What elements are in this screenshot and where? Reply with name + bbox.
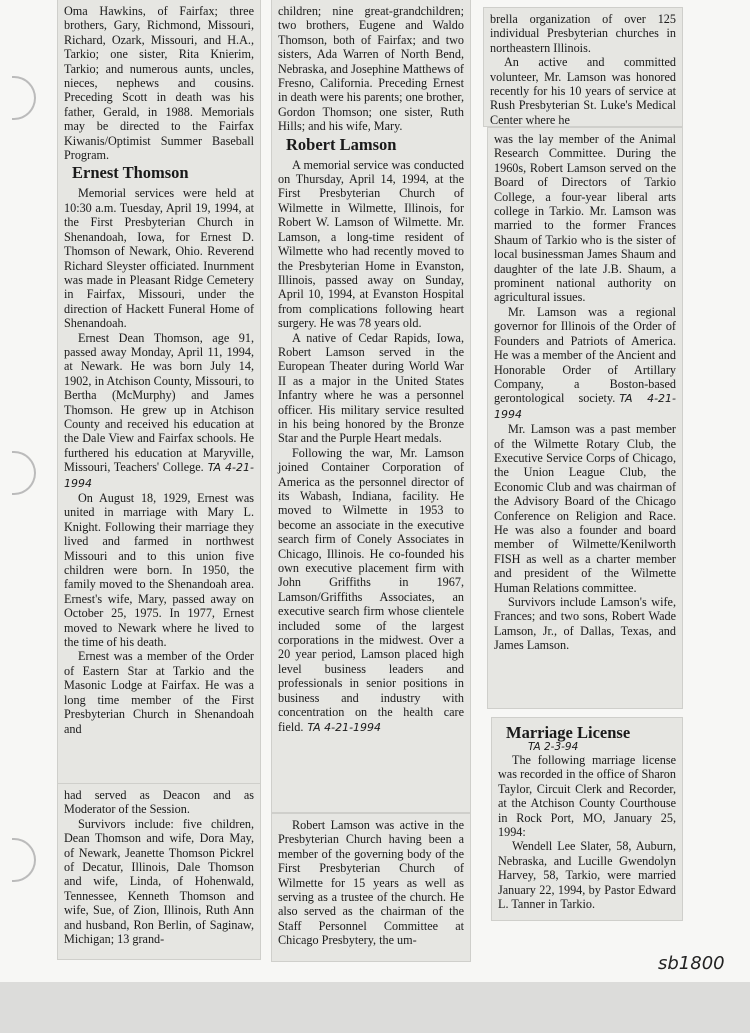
obituary-paragraph: Ernest was a member of the Order of Eastern Star at Tarkio and the Masonic Lodge at Fairfax. He was a long time member of the First Presbyterian Church in Shenandoah and [64, 649, 254, 736]
punch-hole-middle [12, 451, 36, 495]
obituary-paragraph: Memorial services were held at 10:30 a.m. Tuesday, April 19, 1994, at the First Presbyterian Church in Shenandoah, Iowa, for Ernest D. Thomson of Newark, Ohio. Reverend Richard Sleyster officiated. Inurnment was made in Pleasant Ridge Cemetery in Fairfax, Missouri, under the direction of Hackett Funeral Home of Shenandoah. [64, 186, 254, 331]
obituary-continuation-text: Oma Hawkins, of Fairfax; three brothers, Gary, Richmond, Missouri, Richard, Ozark, Missouri, and H.A., Tarkio; one sister, Rita Knierim, Tarkio; and numerous aunts, uncles, nieces, nephews and cousins. Preceding Scott in death was his father, Gerald, in 1988. Memorials may be directed to the Fairfax Kiwanis/Optimist Summer Baseball Program. [64, 4, 254, 163]
obituary-paragraph: had served as Deacon and as Moderator of the Session. [64, 788, 254, 817]
clipping-ernest-thomson [58, 0, 260, 783]
obituary-paragraph: was the lay member of the Animal Research Committee. During the 1960s, Robert Lamson served on the Board of Directors of Tarkio College, a four-year liberal arts college in Tarkio. Mr. Lamson was married to the former Frances Shaum of Tarkio who is the sister of local businessman James Shaum and daughter of the late J.B. Shaum, a prominent national authority on agricultural issues. [494, 132, 676, 305]
obituary-paragraph: Robert Lamson was active in the Presbyterian Church having been a member of the governing body of the First Presbyterian Church of Wilmette for 15 years as well as serving as a trustee of the church. He also served as the chairman of the Staff Personnel Committee at Chicago Presbytery, the um- [278, 818, 464, 948]
obituary-paragraph: Mr. Lamson was a past member of the Wilmette Rotary Club, the Executive Service Corps of Chicago, the Union League Club, the Economic Club and was chairman of the Advisory Board of the Chicago Conference on Religion and Race. He was also a founder and board member of Wilmette/Kenilworth FISH as well as a charter member and president of the Wilmette Human Relations committee. [494, 422, 676, 595]
obituary-paragraph: A memorial service was conducted on Thursday, April 14, 1994, at the First Presbyterian Church of Wilmette in Wilmette, Illinois, for Robert W. Lamson of Wilmette. Mr. Lamson, a long-time resident of Wilmette who had recently moved to the Presbyterian Home in Evanston, Illinois, passed away on Sunday, April 10, 1994, at Evanston Hospital from complications following heart surgery. He was 78 years old. [278, 157, 464, 331]
punch-hole-top [12, 76, 36, 120]
clipping-robert-lamson [272, 0, 470, 812]
handwritten-serial-number: sb1800 [658, 953, 725, 974]
obituary-paragraph: A native of Cedar Rapids, Iowa, Robert Lamson served in the European Theater during World War II as a major in the United States Infantry where he was a personnel officer. His military service resulted in his being honored by the Bronze Star and the Purple Heart medals. [278, 330, 464, 446]
obituary-paragraph: An active and committed volunteer, Mr. Lamson was honored recently for his 10 years of service at Rush Presbyterian St. Luke's Medical Center where he [490, 55, 676, 126]
handwritten-note: TA 2-3-94 [528, 741, 579, 753]
scan-background [0, 982, 750, 1033]
obituary-paragraph: brella organization of over 125 individual Presbyterian churches in northeastern Illinois. [490, 12, 676, 55]
obituary-paragraph: Survivors include: five children, Dean Thomson and wife, Dora May, of Newark, Jeanette Thomson Pickrel of Decatur, Illinois, Dale Thomson and wife, Linda, of Hohenwald, Tennessee, Kenneth Thomson and wife, Sue, of Zion, Illinois, Ruth Ann and husband, Ron Berlin, of Saginaw, Michigan; 13 grand- [64, 816, 254, 947]
handwritten-note: TA 4-21-1994 [494, 392, 677, 421]
obituary-paragraph [64, 331, 254, 491]
handwritten-note: TA 4-21-1994 [307, 720, 382, 734]
obituary-text: Following the war, Mr. Lamson joined Container Corporation of America as the personnel director of its Wabash, Indiana, facility. He moved to Wilmette in 1953 to become an associate in the executive search firm of Conely Associates in Chicago, Illinois. He co-founded his own executive placement firm with John Griffiths in 1967, Lamson/Griffiths Associates, an executive search firm whose clientele included some of the largest corporations in the midwest. Over a 20 year period, Lamson placed high level business leaders and professionals in senior positions in business and industry with concentration on the health care field. [278, 445, 464, 734]
clipping-lamson-column3-middle [488, 128, 682, 708]
obituary-paragraph: Survivors include Lamson's wife, Frances; and two sons, Robert Wade Lamson, Jr., of Dallas, Texas, and James Lamson. [494, 595, 676, 653]
clipping-lamson-column3-top [484, 8, 682, 126]
clipping-robert-lamson-continued [272, 814, 470, 961]
punch-hole-bottom [12, 838, 36, 882]
license-paragraph: Wendell Lee Slater, 58, Auburn, Nebraska, and Lucille Gwendolyn Harvey, 58, Tarkio, were married January 22, 1994, by Pastor Edward L. Tanner in Tarkio. [498, 839, 676, 912]
clipping-ernest-thomson-continued [58, 784, 260, 959]
obituary-heading-ernest-thomson: Ernest Thomson [72, 163, 189, 183]
obituary-paragraph [278, 446, 464, 735]
obituary-continuation-text: children; nine great-grandchildren; two brothers, Eugene and Waldo Thomson, both of Fairfax; and two sisters, Ada Warren of North Bend, Nebraska, and Josephine Matthews of Fresno, California. Preceding Ernest in death were his parents; one brother, Gordon Thomson; one sister, Ruth Hills; and his wife, Mary. [278, 4, 464, 134]
obituary-paragraph [494, 305, 676, 422]
obituary-paragraph: On August 18, 1929, Ernest was united in marriage with Mary L. Knight. Following their marriage they lived and farmed in northwest Missouri and to this union five children were born. In 1950, the family moved to the Shenandoah area. Ernest's wife, Mary, passed away on October 25, 1975. In 1977, Ernest moved to Newark where he lived to the time of his death. [64, 491, 254, 650]
obituary-heading-robert-lamson: Robert Lamson [286, 134, 397, 154]
handwritten-note: TA 4-21-1994 [64, 461, 254, 490]
obituary-text: Ernest Dean Thomson, age 91, passed away Monday, April 11, 1994, at Newark. He was born July 14, 1902, in Atchison County, Missouri, to Bertha (McMurphy) and James Thomson. He grew up in Atchison County and received his education at the Dale View and Fairfax schools. He furthered his education at Maryville, Missouri, Teachers' College. [64, 330, 254, 475]
license-paragraph: The following marriage license was recorded in the office of Sharon Taylor, Circuit Clerk and Recorder, at the Atchison County Courthouse in Rock Port, MO, January 25, 1994: [498, 753, 676, 840]
clipping-marriage-license [492, 718, 682, 920]
marriage-license-heading: Marriage License [506, 723, 631, 742]
obituary-text: Mr. Lamson was a regional governor for Illinois of the Order of Founders and Patriots of America. He was a member of the Ancient and Honorable Order of Artillary Company, a Boston-based gerontological society. [494, 304, 676, 406]
